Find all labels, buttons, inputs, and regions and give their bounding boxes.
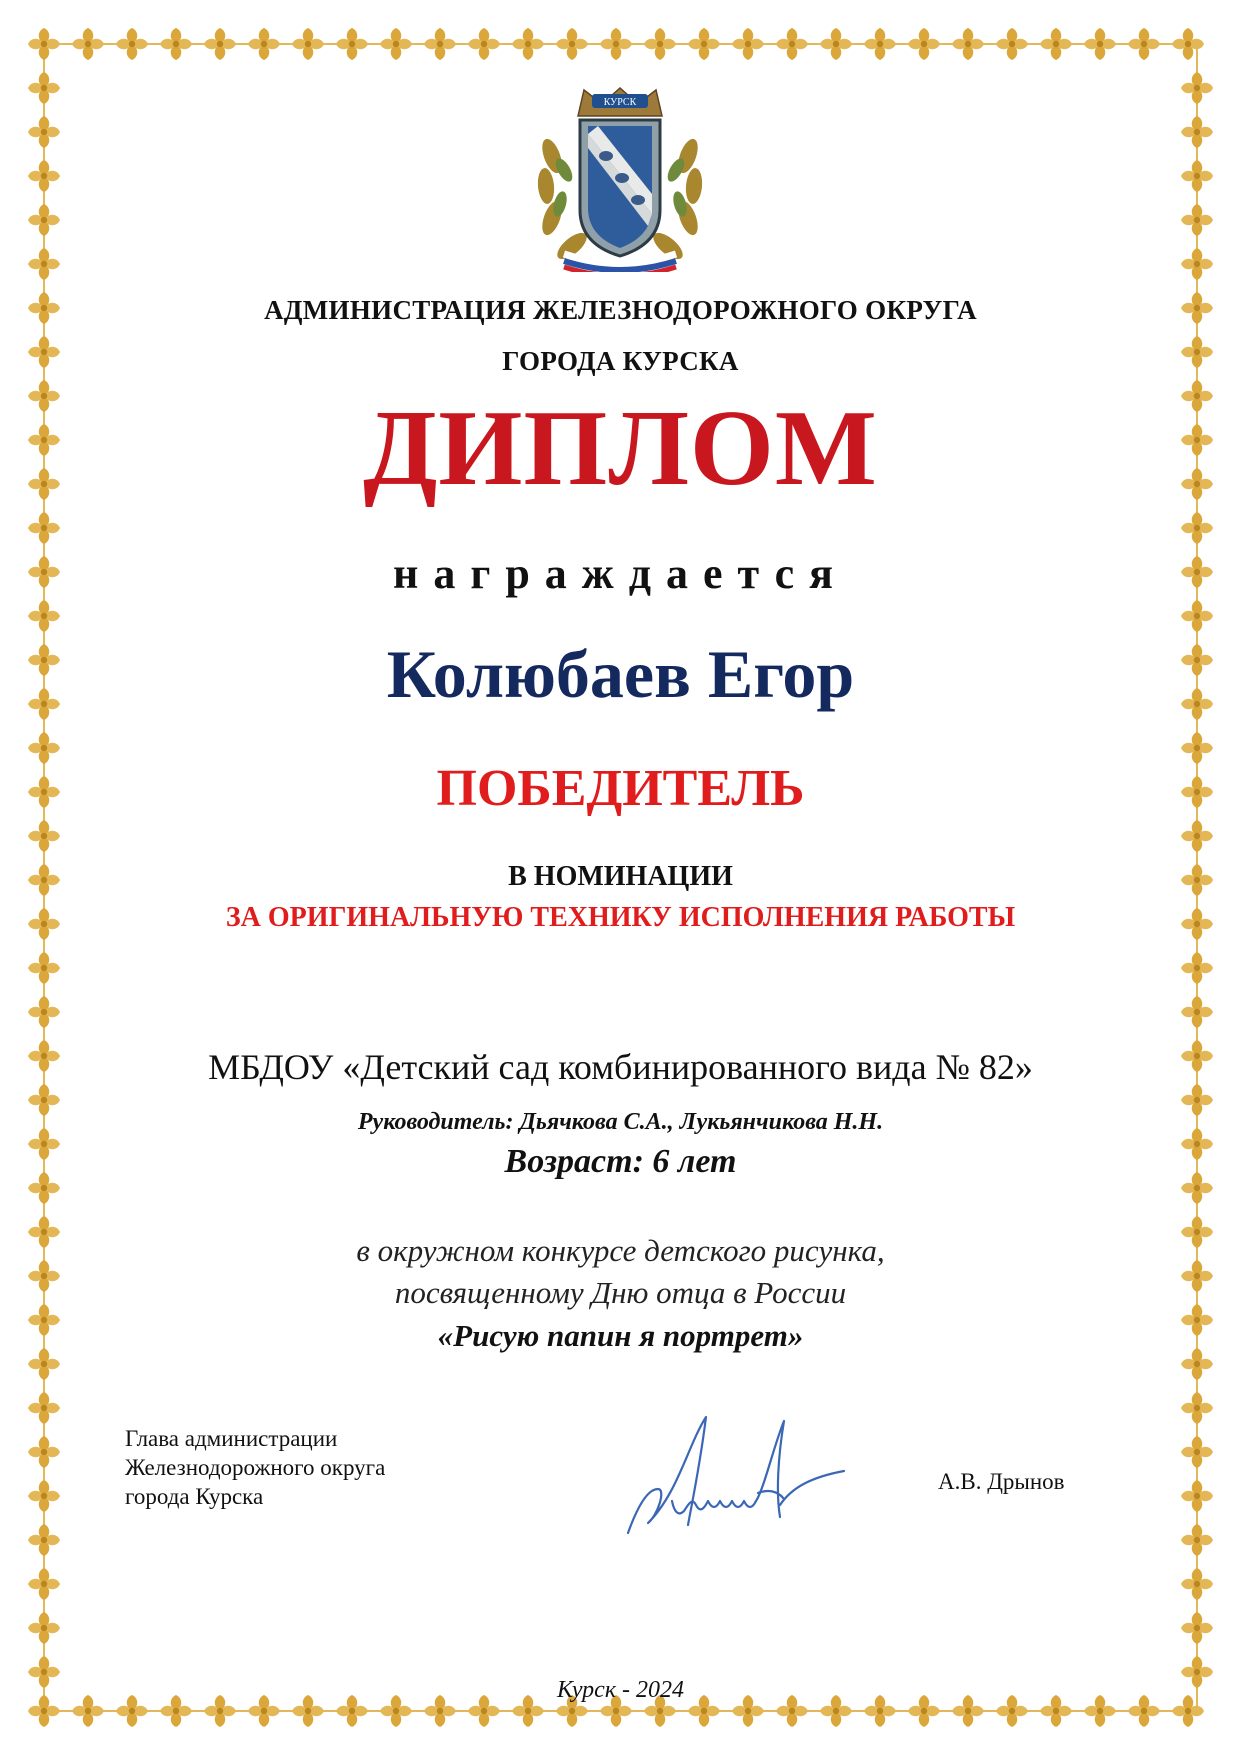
- frame-ornament: [380, 28, 412, 60]
- frame-ornament: [1128, 28, 1160, 60]
- frame-ornament: [908, 28, 940, 60]
- frame-ornament: [1181, 1392, 1213, 1424]
- leader-names: Руководитель: Дьячкова С.А., Лукьянчикова Н.Н.: [357, 1109, 884, 1135]
- kursk-coat-of-arms-icon: [524, 86, 716, 272]
- frame-ornament: [28, 1568, 60, 1600]
- frame-ornament: [28, 952, 60, 984]
- award-place: ПОБЕДИТЕЛЬ: [436, 760, 805, 817]
- frame-ornament: [28, 1480, 60, 1512]
- frame-ornament: [864, 28, 896, 60]
- frame-ornament: [72, 28, 104, 60]
- frame-ornament: [1181, 952, 1213, 984]
- nomination-value: ЗА ОРИГИНАЛЬНУЮ ТЕХНИКУ ИСПОЛНЕНИЯ РАБОТЫ: [225, 902, 1016, 933]
- frame-ornament: [28, 1612, 60, 1644]
- frame-ornament: [424, 28, 456, 60]
- frame-ornament: [292, 28, 324, 60]
- frame-ornament: [204, 28, 236, 60]
- frame-ornament: [996, 28, 1028, 60]
- recipient-name: Колюбаев Егор: [386, 636, 855, 712]
- frame-ornament: [28, 820, 60, 852]
- frame-ornament: [732, 28, 764, 60]
- frame-ornament: [1181, 996, 1213, 1028]
- frame-ornament: [1181, 116, 1213, 148]
- frame-ornament: [556, 28, 588, 60]
- frame-ornament: [1181, 248, 1213, 280]
- frame-ornament: [28, 732, 60, 764]
- frame-ornament: [28, 1392, 60, 1424]
- footer-place-year: Курск - 2024: [556, 1677, 685, 1703]
- diploma-title: ДИПЛОМ: [363, 389, 878, 508]
- frame-ornament: [1181, 204, 1213, 236]
- frame-ornament: [468, 28, 500, 60]
- nomination-label: В НОМИНАЦИИ: [508, 861, 733, 892]
- participant-age: Возраст: 6 лет: [504, 1143, 737, 1180]
- frame-ornament: [336, 28, 368, 60]
- frame-ornament: [600, 28, 632, 60]
- frame-ornament: [688, 28, 720, 60]
- frame-ornament: [1181, 72, 1213, 104]
- frame-ornament: [1181, 512, 1213, 544]
- frame-ornament: [28, 160, 60, 192]
- frame-ornament: [1181, 732, 1213, 764]
- organization-name: МБДОУ «Детский сад комбинированного вида № 82»: [208, 1047, 1033, 1087]
- frame-ornament: [28, 204, 60, 236]
- frame-ornament: [644, 28, 676, 60]
- frame-ornament: [160, 28, 192, 60]
- frame-ornament: [28, 72, 60, 104]
- frame-ornament: [28, 248, 60, 280]
- frame-ornament: [512, 28, 544, 60]
- frame-ornament: [28, 1436, 60, 1468]
- frame-ornament: [28, 116, 60, 148]
- frame-ornament: [820, 28, 852, 60]
- frame-ornament: [952, 28, 984, 60]
- frame-ornament: [1181, 1524, 1213, 1556]
- frame-ornament: [776, 28, 808, 60]
- svg-text:КУРСК: КУРСК: [603, 97, 637, 108]
- issuer-line-1: АДМИНИСТРАЦИЯ ЖЕЛЕЗНОДОРОЖНОГО ОКРУГА: [264, 295, 977, 325]
- issuer-line-2: ГОРОДА КУРСКА: [502, 346, 739, 376]
- signatory-title-line: города Курска: [125, 1484, 264, 1509]
- frame-ornament: [1181, 1480, 1213, 1512]
- frame-ornament: [1181, 1612, 1213, 1644]
- signatory-title-line: Железнодорожного округа: [125, 1455, 386, 1480]
- signatory-name: А.В. Дрынов: [938, 1469, 1065, 1494]
- frame-ornament: [1181, 1568, 1213, 1600]
- signatory-title: [125, 1424, 385, 1511]
- frame-ornament: [1084, 28, 1116, 60]
- frame-ornament: [28, 1524, 60, 1556]
- frame-ornament: [28, 600, 60, 632]
- frame-ornament: [1172, 28, 1204, 60]
- signatory-title-line: Глава администрации: [125, 1426, 338, 1451]
- frame-ornament: [1040, 28, 1072, 60]
- frame-ornament: [28, 996, 60, 1028]
- frame-ornament: [28, 28, 60, 60]
- frame-ornament: [248, 28, 280, 60]
- contest-line-2: посвященному Дню отца в России: [394, 1275, 847, 1310]
- handwritten-signature: [608, 1405, 848, 1545]
- frame-ornament: [28, 512, 60, 544]
- awarded-caption: награждается: [393, 549, 848, 598]
- frame-ornament: [1181, 820, 1213, 852]
- frame-ornament: [116, 28, 148, 60]
- frame-ornament: [1181, 1436, 1213, 1468]
- contest-line-1: в окружном конкурсе детского рисунка,: [356, 1233, 885, 1268]
- frame-ornament: [1181, 160, 1213, 192]
- contest-title: «Рисую папин я портрет»: [437, 1318, 804, 1353]
- frame-ornament: [1181, 600, 1213, 632]
